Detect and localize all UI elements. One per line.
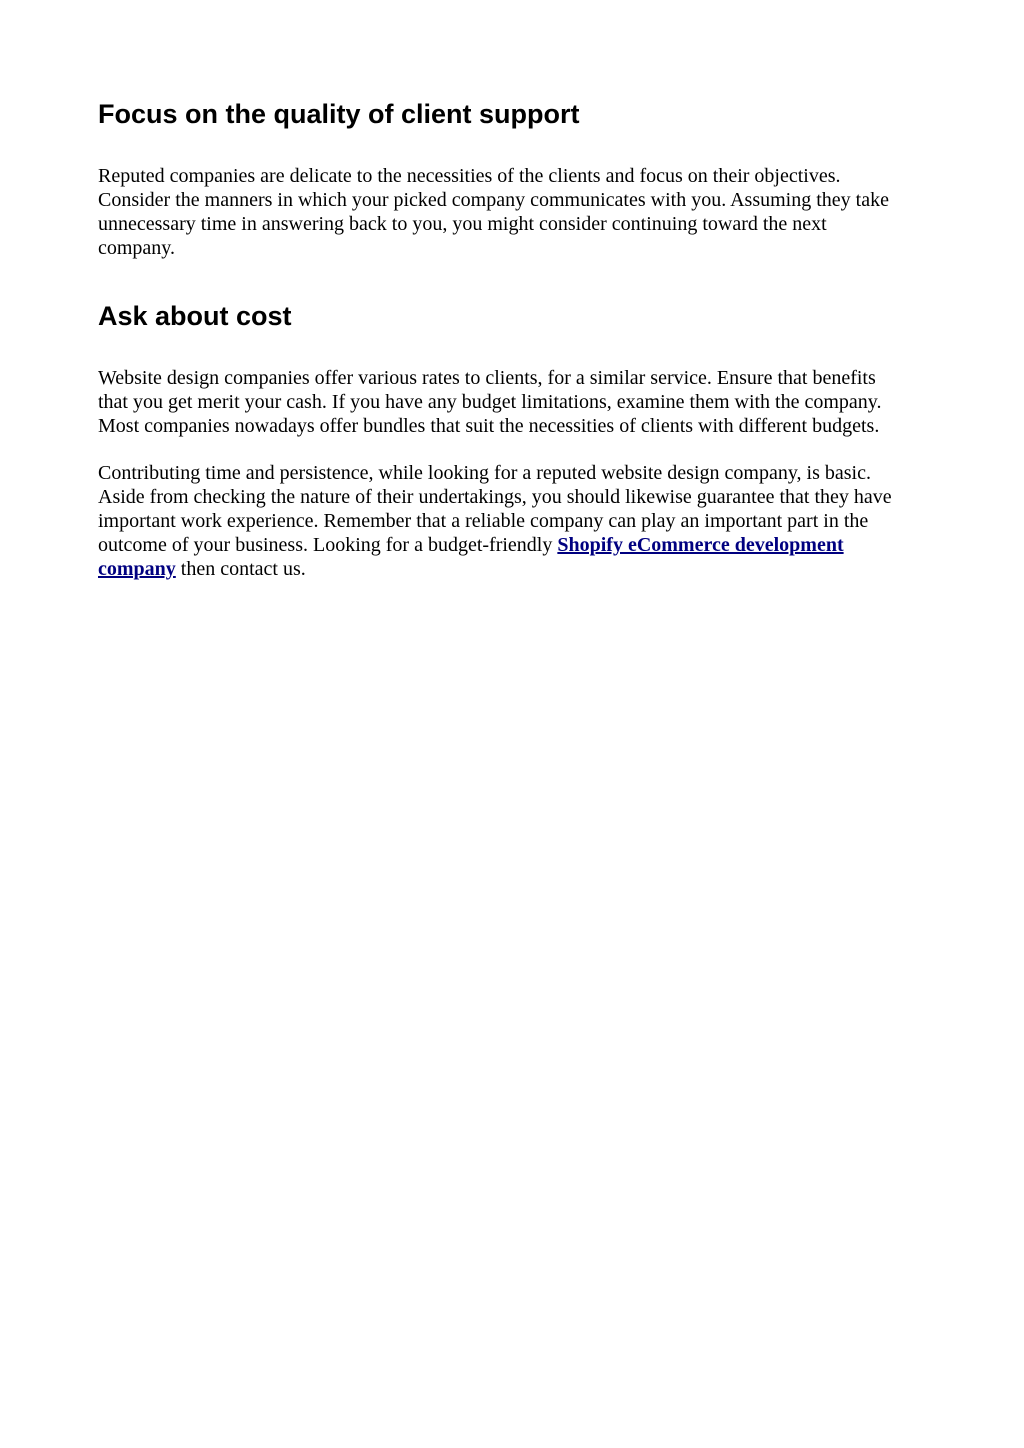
section-heading-cost: Ask about cost xyxy=(98,301,292,331)
text-line: Contributing time and persistence, while looking for a reputed website design company, is basic. xyxy=(98,462,871,484)
text-fragment: then contact us. xyxy=(175,558,306,580)
text-line: Consider the manners in which your picked company communicates with you. Assuming they take xyxy=(98,189,889,211)
paragraph-conclusion xyxy=(98,461,892,581)
section-heading-client-support: Focus on the quality of client support xyxy=(98,99,580,129)
text-fragment: outcome of your business. Looking for a budget-friendly xyxy=(98,534,558,556)
text-line xyxy=(98,557,892,581)
paragraph-cost xyxy=(98,366,882,438)
shopify-link-continued[interactable]: company xyxy=(98,558,176,580)
text-line: Reputed companies are delicate to the necessities of the clients and focus on their objectives. xyxy=(98,165,841,187)
text-line: company. xyxy=(98,237,176,259)
shopify-link[interactable]: Shopify eCommerce development xyxy=(557,534,844,556)
text-line: unnecessary time in answering back to you, you might consider continuing toward the next xyxy=(98,213,827,235)
text-line: that you get merit your cash. If you have any budget limitations, examine them with the company. xyxy=(98,391,882,413)
text-line xyxy=(98,533,892,557)
text-line: Website design companies offer various rates to clients, for a similar service. Ensure that benefits xyxy=(98,367,876,389)
text-line: Most companies nowadays offer bundles that suit the necessities of clients with different budgets. xyxy=(98,415,880,437)
paragraph-client-support xyxy=(98,164,889,260)
text-line: Aside from checking the nature of their undertakings, you should likewise guarantee that they have xyxy=(98,486,892,508)
text-line: important work experience. Remember that a reliable company can play an important part in the xyxy=(98,510,869,532)
